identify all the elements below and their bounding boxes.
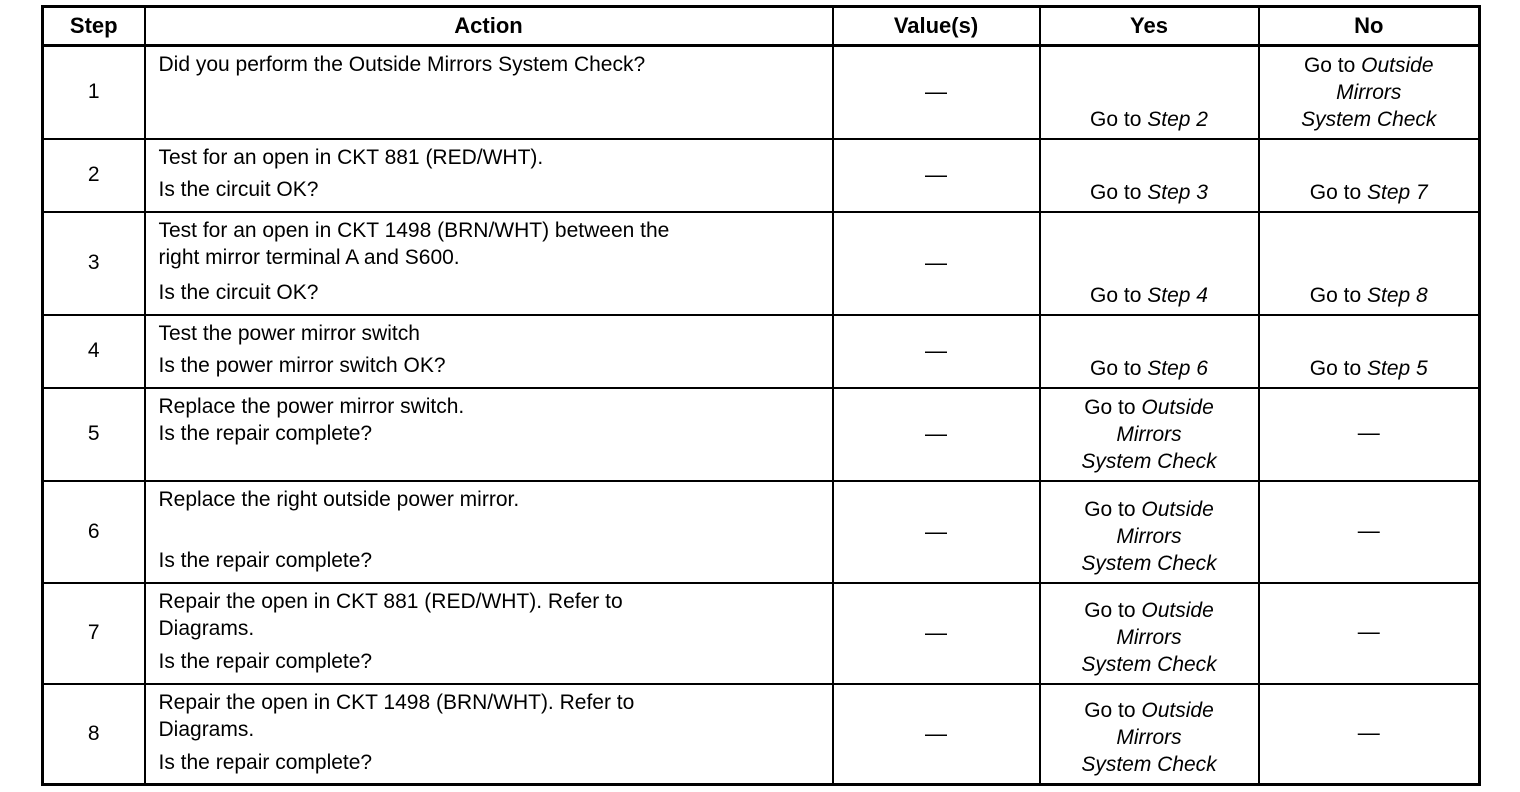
value-text: — xyxy=(925,338,947,363)
action-cell xyxy=(145,46,833,139)
value-text: — xyxy=(925,79,947,105)
step-number: 6 xyxy=(87,519,100,543)
go-to-target: Outside Mirrors System Check xyxy=(1301,53,1437,131)
go-to-target: Step 5 xyxy=(1366,356,1428,380)
action-cell xyxy=(145,388,833,481)
table-row xyxy=(43,684,1480,785)
go-to-label: Go to xyxy=(1090,283,1148,307)
yes-cell xyxy=(1040,684,1259,785)
go-to-label: Go to xyxy=(1090,180,1148,204)
go-to-target: Outside Mirrors System Check xyxy=(1081,699,1217,776)
header-row xyxy=(43,7,1480,46)
no-cell xyxy=(1259,583,1480,684)
step-number: 5 xyxy=(87,422,100,445)
action-cell xyxy=(145,684,833,785)
action-text-block xyxy=(159,689,822,776)
action-text-line: Is the repair complete? xyxy=(158,548,373,572)
no-cell xyxy=(1259,315,1480,388)
value-cell xyxy=(833,481,1040,583)
action-text-line: Replace the right outside power mirror. xyxy=(158,487,520,511)
table-row xyxy=(43,139,1480,212)
action-text-line: Did you perform the Outside Mirrors System Check? xyxy=(158,53,646,76)
yes-cell xyxy=(1040,315,1259,388)
diagnostic-table xyxy=(41,5,1481,786)
step-number: 7 xyxy=(87,621,100,644)
action-text-block xyxy=(159,51,822,130)
go-to-label: Go to xyxy=(1084,699,1142,722)
yes-cell xyxy=(1040,583,1259,684)
header-action: Action xyxy=(145,7,833,46)
go-to-label: Go to xyxy=(1084,497,1142,521)
table-row xyxy=(43,388,1480,481)
yes-cell xyxy=(1040,212,1259,315)
action-text-line: Test for an open in CKT 1498 (BRN/WHT) between the right mirror terminal A and S600. xyxy=(158,218,670,269)
action-cell xyxy=(145,583,833,684)
value-cell xyxy=(833,212,1040,315)
table-row xyxy=(43,481,1480,583)
no-cell xyxy=(1259,388,1480,481)
go-to-target: Outside Mirrors System Check xyxy=(1081,598,1217,676)
go-to-target: Outside Mirrors System Check xyxy=(1081,497,1217,575)
value-cell xyxy=(833,388,1040,481)
step-number: 4 xyxy=(87,339,100,362)
action-text-block xyxy=(159,320,822,379)
step-number: 3 xyxy=(87,251,100,274)
action-cell xyxy=(145,139,833,212)
table-row xyxy=(43,46,1480,139)
action-text-line: Replace the power mirror switch. Is the repair complete? xyxy=(158,394,465,445)
step-number-cell xyxy=(43,46,145,139)
step-number: 2 xyxy=(87,163,100,186)
step-number-cell xyxy=(43,583,145,684)
value-cell xyxy=(833,139,1040,212)
dash-mark: — xyxy=(1357,420,1380,445)
action-cell xyxy=(145,315,833,388)
action-text-line: Test for an open in CKT 881 (RED/WHT). xyxy=(158,145,544,169)
action-text-line: Is the circuit OK? xyxy=(158,177,319,201)
table-row xyxy=(43,315,1480,388)
go-to-label: Go to xyxy=(1303,53,1362,77)
step-number-cell xyxy=(43,481,145,583)
value-cell xyxy=(833,684,1040,785)
value-text: — xyxy=(925,518,947,544)
action-text-line: Is the repair complete? xyxy=(158,750,373,774)
header-values: Value(s) xyxy=(833,7,1040,46)
go-to-label: Go to xyxy=(1090,356,1148,380)
no-cell xyxy=(1259,46,1480,139)
no-cell xyxy=(1259,139,1480,212)
action-text-line: Is the circuit OK? xyxy=(158,280,319,304)
action-text-line: Test the power mirror switch xyxy=(158,321,420,345)
step-number-cell xyxy=(43,684,145,785)
table-header xyxy=(43,7,1480,46)
action-text-block xyxy=(159,217,822,306)
table-body xyxy=(43,46,1480,785)
go-to-target: Step 2 xyxy=(1147,107,1208,131)
go-to-label: Go to xyxy=(1309,283,1367,307)
header-yes: Yes xyxy=(1040,7,1259,46)
value-cell xyxy=(833,583,1040,684)
go-to-label: Go to xyxy=(1084,395,1142,419)
go-to-target: Step 6 xyxy=(1147,356,1208,380)
value-text: — xyxy=(925,162,947,187)
action-cell xyxy=(145,212,833,315)
action-text-line: Repair the open in CKT 1498 (BRN/WHT). Refer to Diagrams. xyxy=(158,690,635,741)
go-to-target: Step 4 xyxy=(1147,283,1208,307)
header-no: No xyxy=(1259,7,1480,46)
yes-cell xyxy=(1040,139,1259,212)
action-text-block xyxy=(159,486,822,574)
yes-cell xyxy=(1040,388,1259,481)
yes-cell xyxy=(1040,46,1259,139)
go-to-label: Go to xyxy=(1309,356,1367,380)
go-to-label: Go to xyxy=(1090,107,1148,131)
dash-mark: — xyxy=(1357,517,1380,543)
go-to-target: Step 7 xyxy=(1366,180,1428,204)
go-to-target: Step 8 xyxy=(1366,283,1428,307)
action-cell xyxy=(145,481,833,583)
action-text-line: Is the power mirror switch OK? xyxy=(158,353,446,377)
value-cell xyxy=(833,46,1040,139)
step-number-cell xyxy=(43,139,145,212)
table-row xyxy=(43,212,1480,315)
go-to-label: Go to xyxy=(1084,598,1142,622)
action-text-line: Is the repair complete? xyxy=(158,649,373,673)
step-number-cell xyxy=(43,388,145,481)
no-cell xyxy=(1259,481,1480,583)
dash-mark: — xyxy=(1357,719,1380,745)
dash-mark: — xyxy=(1357,619,1380,644)
step-number: 1 xyxy=(87,80,100,104)
no-cell xyxy=(1259,684,1480,785)
step-number: 8 xyxy=(87,721,100,745)
go-to-target: Outside Mirrors System Check xyxy=(1081,395,1217,473)
no-cell xyxy=(1259,212,1480,315)
go-to-label: Go to xyxy=(1309,180,1367,204)
action-text-block xyxy=(159,393,822,472)
header-step: Step xyxy=(43,7,145,46)
value-cell xyxy=(833,315,1040,388)
value-text: — xyxy=(925,250,947,275)
action-text-line: Repair the open in CKT 881 (RED/WHT). Refer to Diagrams. xyxy=(158,589,623,640)
action-text-block xyxy=(159,144,822,203)
step-number-cell xyxy=(43,212,145,315)
step-number-cell xyxy=(43,315,145,388)
value-text: — xyxy=(925,421,947,446)
value-text: — xyxy=(925,620,947,645)
yes-cell xyxy=(1040,481,1259,583)
value-text: — xyxy=(925,720,947,746)
table-row xyxy=(43,583,1480,684)
go-to-target: Step 3 xyxy=(1147,180,1208,204)
action-text-block xyxy=(159,588,822,675)
